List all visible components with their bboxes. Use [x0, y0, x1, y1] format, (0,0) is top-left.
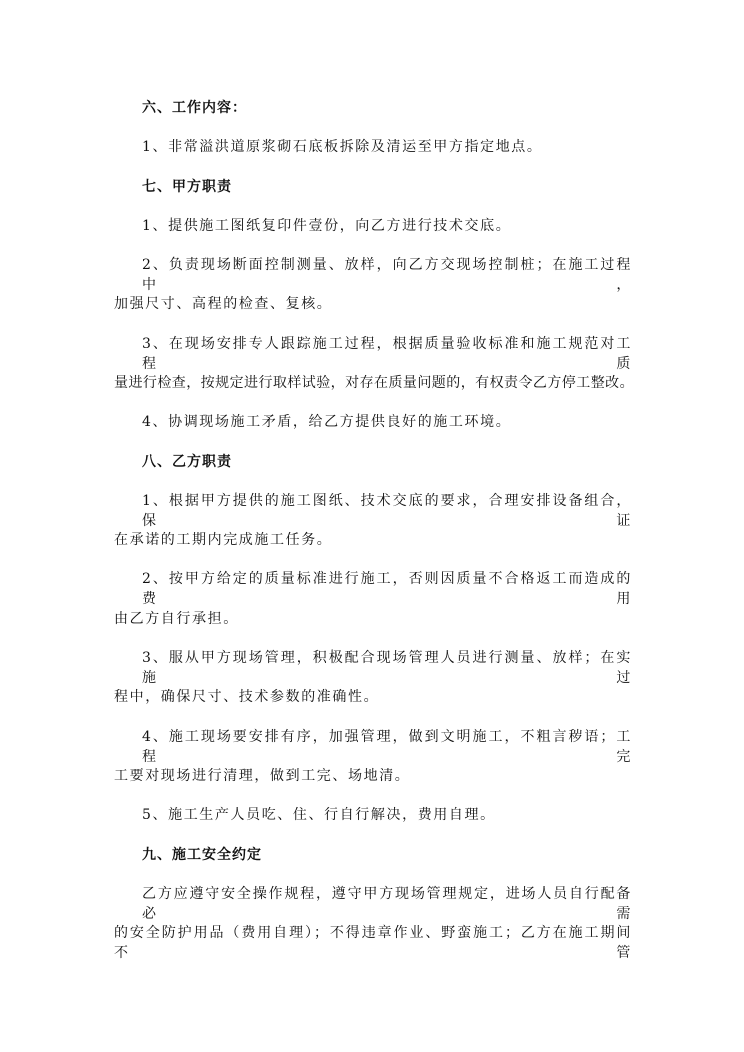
paragraph-line: 2、负责现场断面控制测量、放样，向乙方交现场控制桩；在施工过程中，	[142, 257, 632, 293]
paragraph-line: 4、施工现场要安排有序，加强管理，做到文明施工，不粗言秽语；工程完	[142, 729, 632, 765]
paragraph-line: 1、提供施工图纸复印件壹份，向乙方进行技术交底。	[142, 218, 512, 234]
paragraph-line: 乙方应遵守安全操作规程，遵守甲方现场管理规定，进场人员自行配备必需	[142, 886, 632, 922]
paragraph-line: 4、协调现场施工矛盾，给乙方提供良好的施工环境。	[142, 414, 512, 430]
paragraph-line: 3、在现场安排专人跟踪施工过程，根据质量验收标准和施工规范对工程质	[142, 336, 632, 372]
paragraph-line: 3、服从甲方现场管理，积极配合现场管理人员进行测量、放样；在实施过	[142, 650, 632, 686]
section-heading-safety-agreement: 九、施工安全约定	[142, 847, 262, 863]
section-heading-party-b-duties: 八、乙方职责	[142, 454, 232, 470]
paragraph-line: 量进行检查，按规定进行取样试验，对存在质量问题的，有权责令乙方停工整改。	[114, 375, 634, 391]
paragraph-line: 程中，确保尺寸、技术参数的准确性。	[114, 689, 380, 705]
paragraph-line: 2、按甲方给定的质量标准进行施工，否则因质量不合格返工而造成的费用	[142, 571, 632, 607]
paragraph-line: 1、根据甲方提供的施工图纸、技术交底的要求，合理安排设备组合，保证	[142, 493, 632, 529]
section-heading-work-content: 六、工作内容：	[142, 100, 247, 116]
paragraph-line: 在承诺的工期内完成施工任务。	[114, 532, 333, 548]
paragraph-line: 的安全防护用品（费用自理）；不得违章作业、野蛮施工；乙方在施工期间不管	[114, 925, 632, 961]
paragraph-line: 5、施工生产人员吃、住、行自行解决，费用自理。	[142, 807, 496, 823]
section-heading-party-a-duties: 七、甲方职责	[142, 179, 232, 195]
paragraph-line: 加强尺寸、高程的检查、复核。	[114, 296, 333, 312]
paragraph-line: 由乙方自行承担。	[114, 611, 239, 627]
paragraph-line: 工要对现场进行清理，做到工完、场地清。	[114, 768, 411, 784]
paragraph-line: 1、非常溢洪道原浆砌石底板拆除及清运至甲方指定地点。	[142, 139, 543, 155]
